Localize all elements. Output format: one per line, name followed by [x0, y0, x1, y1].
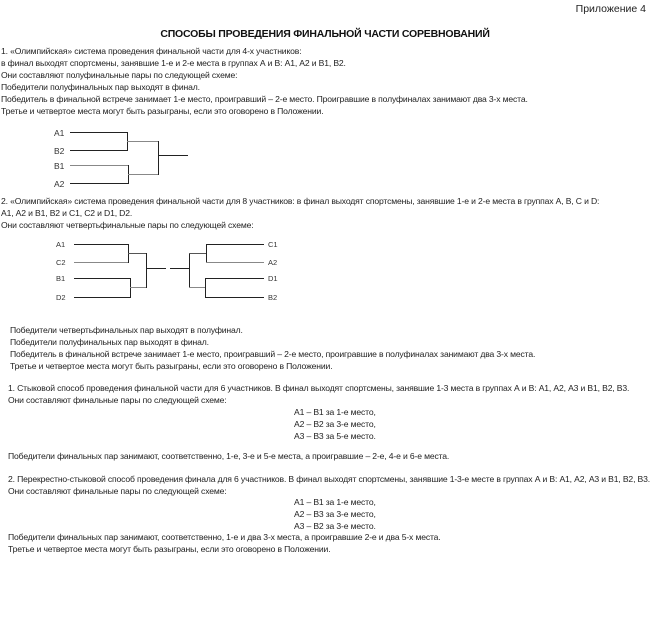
section1-text: Они составляют полуфинальные пары по следующей схеме: [1, 70, 238, 80]
appendix-label: Приложение 4 [575, 3, 646, 15]
section1-heading: 1. «Олимпийская» система проведения финальной части для 4-х участников: [1, 46, 302, 56]
section2-text: Третье и четвертое места могут быть разыграны, если это оговорено в Положении. [10, 361, 333, 371]
page-title: СПОСОБЫ ПРОВЕДЕНИЯ ФИНАЛЬНОЙ ЧАСТИ СОРЕВНОВАНИЙ [160, 28, 490, 40]
section3-text: Они составляют финальные пары по следующей схеме: [8, 395, 227, 405]
section3-heading: 1. Стыковой способ проведения финальной части для 6 участников. В финал выходят спортсмены, занявшие 1-3 места в группах А и В: А1, А2, А3 и В1, В2, В3. [8, 383, 630, 393]
section4-text: Они составляют финальные пары по следующей схеме: [8, 486, 227, 496]
bracket-label: С2 [56, 258, 66, 267]
section2-text: А1, А2 и В1, В2 и С1, С2 и D1, D2. [1, 208, 133, 218]
section2-text: Победитель в финальной встрече занимает 1-е место, проигравший – 2-е место, проигравшие в полуфиналах занимают два 3-х места. [10, 349, 536, 359]
bracket-label: В2 [268, 293, 278, 302]
section2-heading: 2. «Олимпийская» система проведения финальной части для 8 участников: в финал выходят спортсмены, занявшие 1-е и 2-е места в группах А, В, С и D: [1, 196, 600, 206]
pair-item: А2 – В2 за 3-е место, [294, 419, 376, 429]
bracket-label: А1 [56, 240, 66, 249]
section4-result: Третье и четвертое места могут быть разыграны, если это оговорено в Положении. [8, 544, 331, 554]
section2-text: Они составляют четвертьфинальные пары по следующей схеме: [1, 220, 254, 230]
section1-text: Третье и четвертое места могут быть разыграны, если это оговорено в Положении. [1, 106, 324, 116]
bracket-label: D2 [56, 293, 66, 302]
bracket-label: В1 [56, 274, 66, 283]
section3-result: Победители финальных пар занимают, соответственно, 1-е, 3-е и 5-е места, а проигравшие – 2-е, 4-е и 6-е места. [8, 451, 450, 461]
section2-text: Победители четвертьфинальных пар выходят в полуфинал. [10, 325, 243, 335]
bracket-label: А2 [54, 179, 65, 189]
pair-item: А1 – В1 за 1-е место, [294, 407, 376, 417]
section1-text: Победители полуфинальных пар выходят в финал. [1, 82, 200, 92]
bracket-label: D1 [268, 274, 278, 283]
section4-result: Победители финальных пар занимают, соответственно, 1-е и два 3-х места, а проигравшие 2-е и два 5-х места. [8, 532, 441, 542]
section1-text: Победитель в финальной встрече занимает 1-е место, проигравший – 2-е место. Проигравшие в полуфиналах занимают два 3-х места. [1, 94, 528, 104]
pair-item: А3 – В3 за 5-е место. [294, 431, 376, 441]
pair-item: А2 – В3 за 3-е место, [294, 509, 376, 519]
bracket-label: С1 [268, 240, 278, 249]
bracket-label: А2 [268, 258, 278, 267]
bracket-label: А1 [54, 128, 65, 138]
section1-text: в финал выходят спортсмены, занявшие 1-е и 2-е места в группах А и В: А1, А2 и В1, В2. [1, 58, 346, 68]
pair-item: А1 – В1 за 1-е место, [294, 497, 376, 507]
section4-heading: 2. Перекрестно-стыковой способ проведения финала для 6 участников. В финал выходят спортсмены, занявшие 1-3-е месте в группах А и В: А1, А2, А3 и В1, В2, В3. [8, 474, 650, 484]
section2-text: Победители полуфинальных пар выходят в финал. [10, 337, 209, 347]
bracket-label: В1 [54, 161, 65, 171]
pair-item: А3 – В2 за 3-е место. [294, 521, 376, 531]
bracket-label: В2 [54, 146, 65, 156]
